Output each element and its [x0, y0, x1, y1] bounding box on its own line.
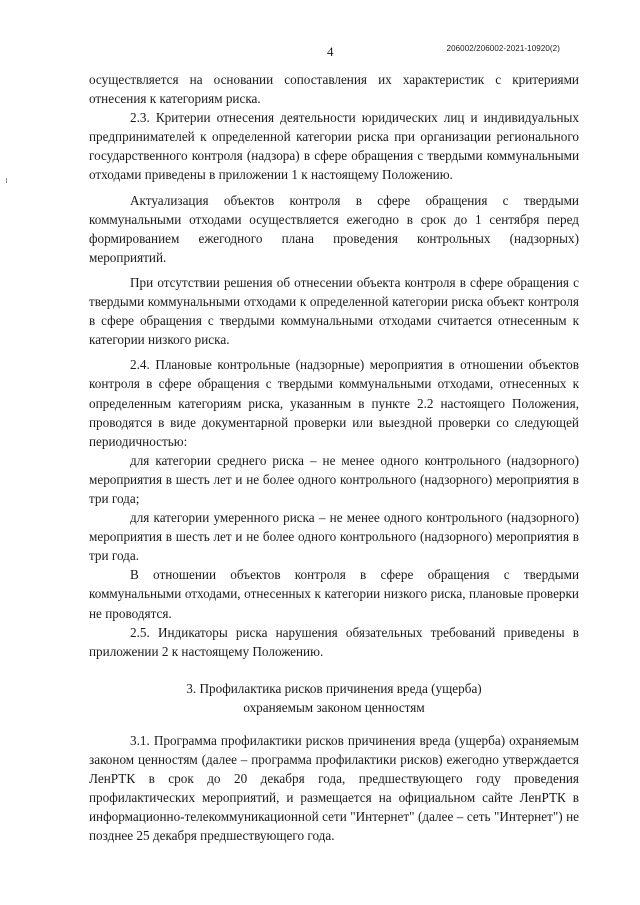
paragraph-3-1: 3.1. Программа профилактики рисков причинения вреда (ущерба) охраняемым законом ценностям (далее – программа профилактики рисков) ежегодно утверждается ЛенРТК в срок до 20 декабря года, предшествующего году проведения профилактических мероприятий, и размещается на официальном сайте ЛенРТК в информационно-телекоммуникационной сети "Интернет" (далее – сеть "Интернет") не позднее 25 декабря предшествующего года.	[89, 733, 579, 844]
paragraph-no-decision: При отсутствии решения об отнесении объекта контроля в сфере обращения с твердыми коммунальными отходами к определенной категории риска объект контроля в сфере обращения с твердыми коммунальными отходами считается отнесенным к категории низкого риска.	[89, 274, 579, 348]
section-title-line-2: охраняемым законом ценностям	[243, 699, 425, 715]
document-id: 206002/206002-2021-10920(2)	[446, 44, 560, 53]
paragraph-moderate-risk: для категории умеренного риска – не менее одного контрольного (надзорного) мероприятия в шесть лет и не более одного контрольного (надзорного) мероприятия в три года.	[89, 510, 579, 564]
paragraph-low-risk: В отношении объектов контроля в сфере обращения с твердыми коммунальными отходами, отнесенных к категории низкого риска, плановые проверки не проводятся.	[89, 567, 579, 621]
paragraph-continuation: осуществляется на основании сопоставления их характеристик с критериями отнесения к категориям риска.	[89, 72, 579, 107]
paragraph-2-4: 2.4. Плановые контрольные (надзорные) мероприятия в отношении объектов контроля в сфере обращения с твердыми коммунальными отходами, отнесенных к определенным категориям риска, указанным в пункте 2.2 настоящего Положения, проводятся в виде документарной проверки или выездной проверки со следующей периодичностью:	[89, 357, 579, 449]
paragraph-2-3: 2.3. Критерии отнесения деятельности юридических лиц и индивидуальных предпринимателей к определенной категории риска при организации регионального государственного контроля (надзора) в сфере обращения с твердыми коммунальными отходами приведены в приложении 1 к настоящему Положению.	[89, 110, 579, 183]
paragraph-actualization: Актуализация объектов контроля в сфере обращения с твердыми коммунальными отходами осуществляется ежегодно в срок до 1 сентября перед формированием ежегодного плана проведения контрольных (надзорных) мероприятий.	[89, 192, 579, 265]
section-title	[89, 679, 579, 717]
section-title-line-1: 3. Профилактика рисков причинения вреда (ущерба)	[186, 680, 482, 696]
margin-mark	[6, 178, 7, 183]
paragraph-2-5: 2.5. Индикаторы риска нарушения обязательных требований приведены в приложении 2 к настоящему Положению.	[89, 624, 579, 659]
document-body	[89, 70, 579, 846]
page-number: 4	[327, 44, 334, 59]
paragraph-medium-risk: для категории среднего риска – не менее одного контрольного (надзорного) мероприятия в шесть лет и не более одного контрольного (надзорного) мероприятия в три года;	[89, 452, 579, 506]
